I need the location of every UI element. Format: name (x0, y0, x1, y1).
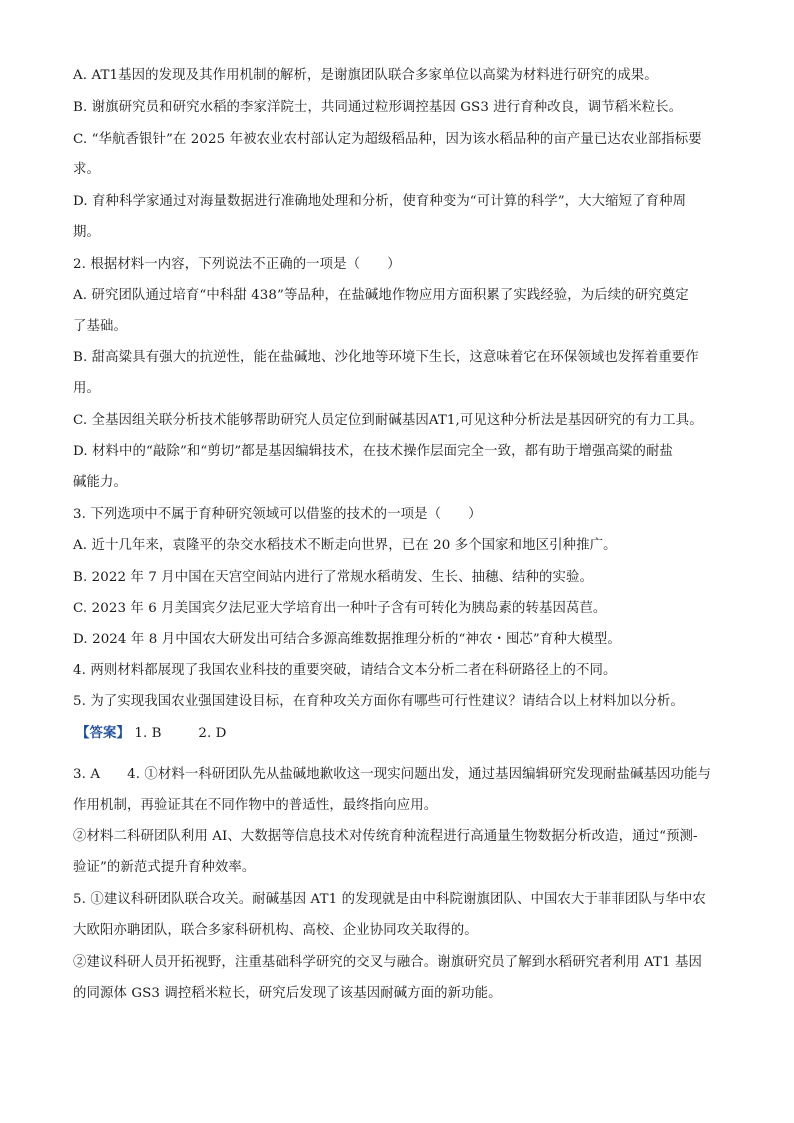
option-3d: D. 2024 年 8 月中国农大研发出可结合多源高维数据推理分析的“神农・囤芯”育种大模型。 (73, 632, 621, 647)
answer-3-4: 3. A 4. ①材料一科研团队先从盐碱地歉收这一现实问题出发，通过基因编辑研究发现耐盐碱基因功能与 (73, 767, 712, 782)
answer-2: 2. D (198, 726, 227, 741)
option-2b-cont: 用。 (73, 381, 100, 396)
option-3c: C. 2023 年 6 月美国宾夕法尼亚大学培育出一种叶子含有可转化为胰岛素的转基因莴苣。 (73, 601, 607, 616)
answer-1: 1. B (134, 726, 162, 741)
answer-tag: 【答案】 (76, 725, 130, 741)
option-1a: A. AT1基因的发现及其作用机制的解析，是谢旗团队联合多家单位以高粱为材料进行研究的成果。 (73, 68, 658, 83)
option-3b: B. 2022 年 7 月中国在天宫空间站内进行了常规水稻萌发、生长、抽穗、结种的实验。 (73, 570, 594, 585)
answer-4-point-2-cont: 验证”的新范式提升育种效率。 (73, 860, 256, 875)
question-4: 4. 两则材料都展现了我国农业科技的重要突破，请结合文本分析二者在科研路径上的不同。 (73, 663, 617, 678)
option-2a-cont: 了基础。 (73, 319, 127, 334)
answer-5-point-2-cont: 的同源体 GS3 调控稻米粒长，研究后发现了该基因耐碱方面的新功能。 (73, 986, 502, 1001)
option-2c: C. 全基因组关联分析技术能够帮助研究人员定位到耐碱基因AT1,可见这种分析法是基因研究的有力工具。 (73, 413, 703, 428)
option-3a: A. 近十几年来，袁隆平的杂交水稻技术不断走向世界，已在 20 多个国家和地区引种推广。 (73, 538, 617, 553)
answer-5-cont: 大欧阳亦聃团队，联合多家科研机构、高校、企业协同攻关取得的。 (73, 923, 478, 938)
answer-4-point-2: ②材料二科研团队利用 AI、大数据等信息技术对传统育种流程进行高通量生物数据分析改造，通过“预测- (73, 829, 698, 844)
question-5: 5. 为了实现我国农业强国建设目标，在育种攻关方面你有哪些可行性建议？请结合以上材料加以分析。 (73, 694, 684, 709)
option-1d-cont: 期。 (73, 225, 100, 240)
question-2: 2. 根据材料一内容，下列说法不正确的一项是（ ） (73, 257, 401, 272)
option-1c-cont: 求。 (73, 162, 100, 177)
option-1b: B. 谢旗研究员和研究水稻的李家洋院士，共同通过粒形调控基因 GS3 进行育种改良，调节稻米粒长。 (73, 100, 683, 115)
option-2d-cont: 碱能力。 (73, 475, 127, 490)
option-2a: A. 研究团队通过培育“中科甜 438”等品种，在盐碱地作物应用方面积累了实践经验，为后续的研究奠定 (73, 288, 689, 303)
option-1d: D. 育种科学家通过对海量数据进行准确地处理和分析，使育种变为“可计算的科学”，大大缩短了育种周 (73, 194, 687, 209)
answer-5-point-2: ②建议科研人员开拓视野，注重基础科学研究的交叉与融合。谢旗研究员了解到水稻研究者利用 AT1 基因 (73, 955, 702, 970)
question-3: 3. 下列选项中不属于育种研究领域可以借鉴的技术的一项是（ ） (73, 507, 482, 522)
answer-4-cont: 作用机制，再验证其在不同作物中的普适性，最终指向应用。 (73, 798, 438, 813)
option-2d: D. 材料中的“敲除”和“剪切”都是基因编辑技术，在技术操作层面完全一致，都有助于增强高粱的耐盐 (73, 444, 673, 459)
option-1c: C. “华航香银针”在 2025 年被农业农村部认定为超级稻品种，因为该水稻品种的亩产量已达农业部指标要 (73, 132, 702, 147)
answer-5: 5. ①建议科研团队联合攻关。耐碱基因 AT1 的发现就是由中科院谢旗团队、中国农大于菲菲团队与华中农 (73, 892, 706, 907)
answer-line (76, 723, 726, 744)
option-2b: B. 甜高粱具有强大的抗逆性，能在盐碱地、沙化地等环境下生长，这意味着它在环保领域也发挥着重要作 (73, 350, 699, 365)
